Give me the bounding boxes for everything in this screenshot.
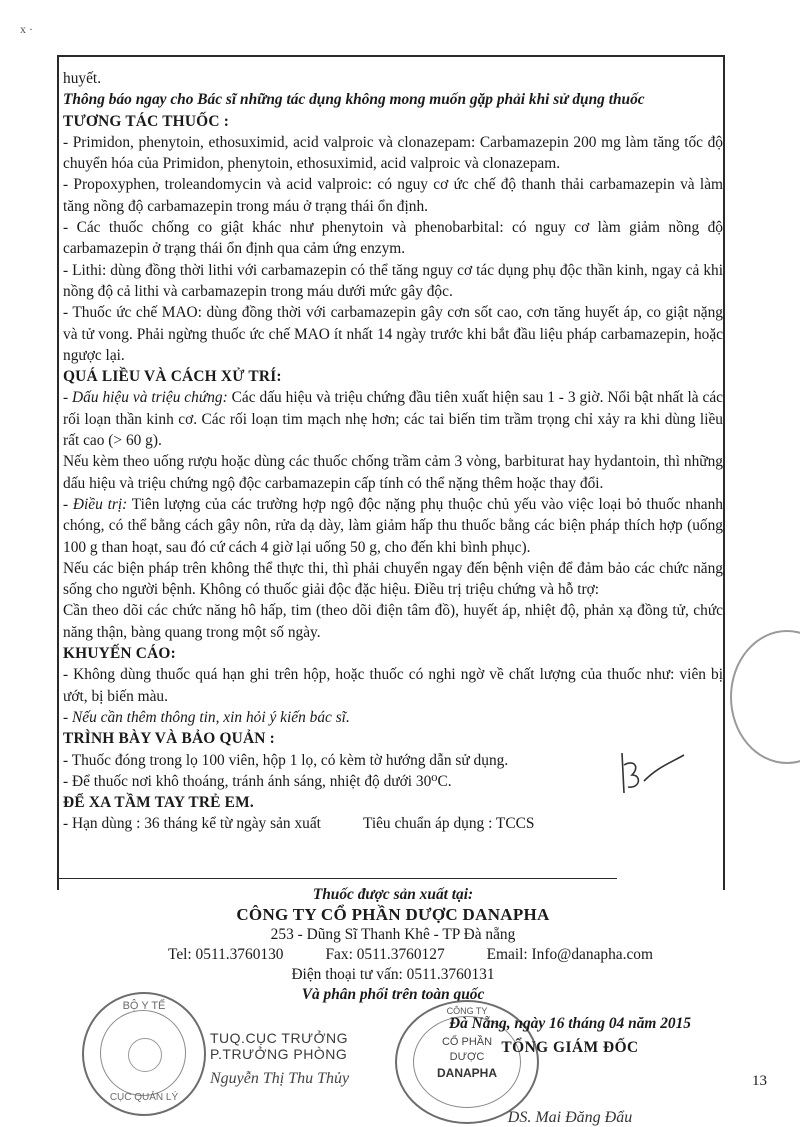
standard: Tiêu chuẩn áp dụng : TCCS — [362, 815, 535, 833]
heading-interaction: TƯƠNG TÁC THUỐC : — [63, 112, 230, 130]
company-seal-brand: DANAPHA — [437, 1066, 497, 1080]
emblem-icon — [128, 1038, 162, 1072]
warning-item: - Nếu cần thêm thông tin, xin hỏi ý kiến bác sĩ. — [63, 708, 350, 726]
signature-title: TỔNG GIÁM ĐỐC — [501, 1039, 639, 1056]
interaction-item: - Các thuốc chống co giật khác như phenytoin và phenobarbital: có nguy cơ làm giảm nồng độ carbamazepin ở trạng thái ổn định qua cảm ứng enzym. — [63, 219, 723, 258]
overdose-symptoms-label: - Dấu hiệu và triệu chứng: — [63, 389, 228, 407]
heading-overdose: QUÁ LIỀU VÀ CÁCH XỬ TRÍ: — [63, 368, 282, 386]
manufacturer-name: CÔNG TY CỔ PHẦN DƯỢC DANAPHA — [236, 905, 550, 924]
approval-signature-name: Nguyễn Thị Thu Thủy — [210, 1070, 350, 1087]
corner-mark: x · — [20, 22, 33, 36]
fax: Fax: 0511.3760127 — [325, 946, 445, 963]
overdose-treatment-text: Tiên lượng của các trường hợp ngộ độc nặng phụ thuộc chủ yếu vào việc loại bỏ thuốc nhanh chóng, có thể bằng cách gây nôn, rửa dạ dày, làm giảm hấp thu thuốc bằng các biện pháp thích hợp (uống 100 g than hoạt, sau đó cứ cách 4 giờ lại uống 50 g, cho đến khi bình phục). — [63, 495, 724, 556]
overdose-treatment — [63, 494, 723, 558]
signature-date: Đà Nẵng, ngày 16 tháng 04 năm 2015 — [448, 1015, 691, 1032]
email: Email: Info@danapha.com — [486, 946, 653, 963]
shelf-life: - Hạn dùng : 36 tháng kể từ ngày sản xuất — [63, 815, 321, 833]
overdose-symptoms-text: Các dấu hiệu và triệu chứng đầu tiên xuất hiện sau 1 - 3 giờ. Nổi bật nhất là các rối loạn thần kinh cơ. Các rối loạn tim mạch nhẹ hơn; các tai biến tim trầm trọng chỉ xảy ra khi dùng liều rất cao (> 60 g). — [63, 389, 723, 450]
page-number: 13 — [752, 1073, 767, 1089]
ministry-seal — [82, 992, 206, 1116]
edge-seal — [730, 630, 800, 764]
approval-line-1: TUQ.CỤC TRƯỞNG — [210, 1030, 349, 1046]
signature-name: DS. Mai Đăng Đẩu — [507, 1109, 633, 1126]
storage-item: - Để thuốc nơi khô thoáng, tránh ánh sáng, nhiệt độ dưới 30⁰C. — [63, 772, 452, 790]
text-line: huyết. — [63, 70, 102, 87]
heading-warning: KHUYẾN CÁO: — [63, 645, 176, 663]
company-seal-line-2: DƯỢC — [449, 1051, 485, 1063]
notice-line: Thông báo ngay cho Bác sĩ những tác dụng không mong muốn gặp phải khi sử dụng thuốc — [63, 91, 645, 109]
interaction-item: - Propoxyphen, troleandomycin và acid valproic: có nguy cơ ức chế độ thanh thải carbamazepin và làm tăng nồng độ carbamazepin trong máu ở trạng thái ổn định. — [63, 176, 723, 215]
company-seal-line-1: CỔ PHẦN — [441, 1036, 493, 1048]
distribution: Và phân phối trên toàn quốc — [301, 986, 485, 1003]
interaction-item: - Thuốc ức chế MAO: dùng đồng thời với carbamazepin gây cơn sốt cao, cơn tăng huyết áp, co giật nặng và tử vong. Phải ngừng thuốc ức chế MAO ít nhất 14 ngày trước khi bắt đầu liệu pháp carbamazepin, hoặc ngược lại. — [63, 304, 723, 364]
overdose-symptoms — [63, 387, 723, 451]
interaction-item: - Primidon, phenytoin, ethosuximid, acid valproic và clonazepam: Carbamazepin 200 mg làm tăng tốc độ chuyển hóa của Primidon, phenytoin, ethosuximid, acid valproic và clonazepam. — [63, 133, 723, 173]
heading-children: ĐỂ XA TẦM TAY TRẺ EM. — [63, 794, 254, 812]
tel: Tel: 0511.3760130 — [168, 946, 284, 963]
contact-row — [63, 945, 723, 965]
overdose-paragraph: Nếu các biện pháp trên không thể thực thi, thì phải chuyển ngay đến bệnh viện để đảm bảo các chức năng sống cho người bệnh. Không có thuốc giải độc đặc hiệu. Điều trị triệu chứng và hỗ trợ: — [63, 559, 723, 599]
interaction-item: - Lithi: dùng đồng thời lithi với carbamazepin có thể tăng nguy cơ tác dụng phụ độc thần kinh, ngay cả khi nồng độ cả lithi và carbamazepin trong máu dưới mức gây độc. — [63, 261, 723, 300]
frame-bottom-rule — [57, 878, 617, 879]
handwritten-initial-icon — [610, 745, 690, 805]
warning-item: - Không dùng thuốc quá hạn ghi trên hộp, hoặc thuốc có nghi ngờ về chất lượng của thuốc như: viên bị ướt, bị biến màu. — [63, 666, 723, 705]
approval-line-2: P.TRƯỞNG PHÒNG — [210, 1046, 348, 1062]
hotline: Điện thoại tư vấn: 0511.3760131 — [291, 966, 495, 983]
heading-storage: TRÌNH BÀY VÀ BẢO QUẢN : — [63, 730, 275, 748]
overdose-paragraph: Nếu kèm theo uống rượu hoặc dùng các thuốc chống trầm cảm 3 vòng, barbiturat hay hydantoin, thì những dấu hiệu và triệu chứng ngộ độc carbamazepin cấp tính có thể nặng thêm hoặc thay đổi. — [63, 453, 723, 492]
storage-item: - Thuốc đóng trong lọ 100 viên, hộp 1 lọ, có kèm tờ hướng dẫn sử dụng. — [63, 751, 509, 769]
manufacturer-intro: Thuốc được sản xuất tại: — [312, 886, 474, 903]
leaflet-body — [63, 68, 723, 835]
ministry-seal-bottom-text: CỤC QUẢN LÝ — [109, 1092, 179, 1103]
company-seal-top-text: CÔNG TY — [446, 1006, 488, 1016]
overdose-treatment-label: - Điều trị: — [63, 495, 128, 513]
signature-block — [420, 1015, 720, 1127]
manufacturer-block — [63, 885, 723, 1005]
shelf-life-row — [63, 813, 723, 834]
overdose-paragraph: Cần theo dõi các chức năng hô hấp, tim (theo dõi điện tâm đồ), huyết áp, nhiệt độ, phản xạ đồng tử, chức năng thận, bàng quang trong một số ngày. — [63, 602, 723, 641]
manufacturer-address: 253 - Dũng Sĩ Thanh Khê - TP Đà nẵng — [270, 926, 516, 943]
ministry-seal-top-text: BỘ Y TẾ — [122, 1000, 166, 1012]
